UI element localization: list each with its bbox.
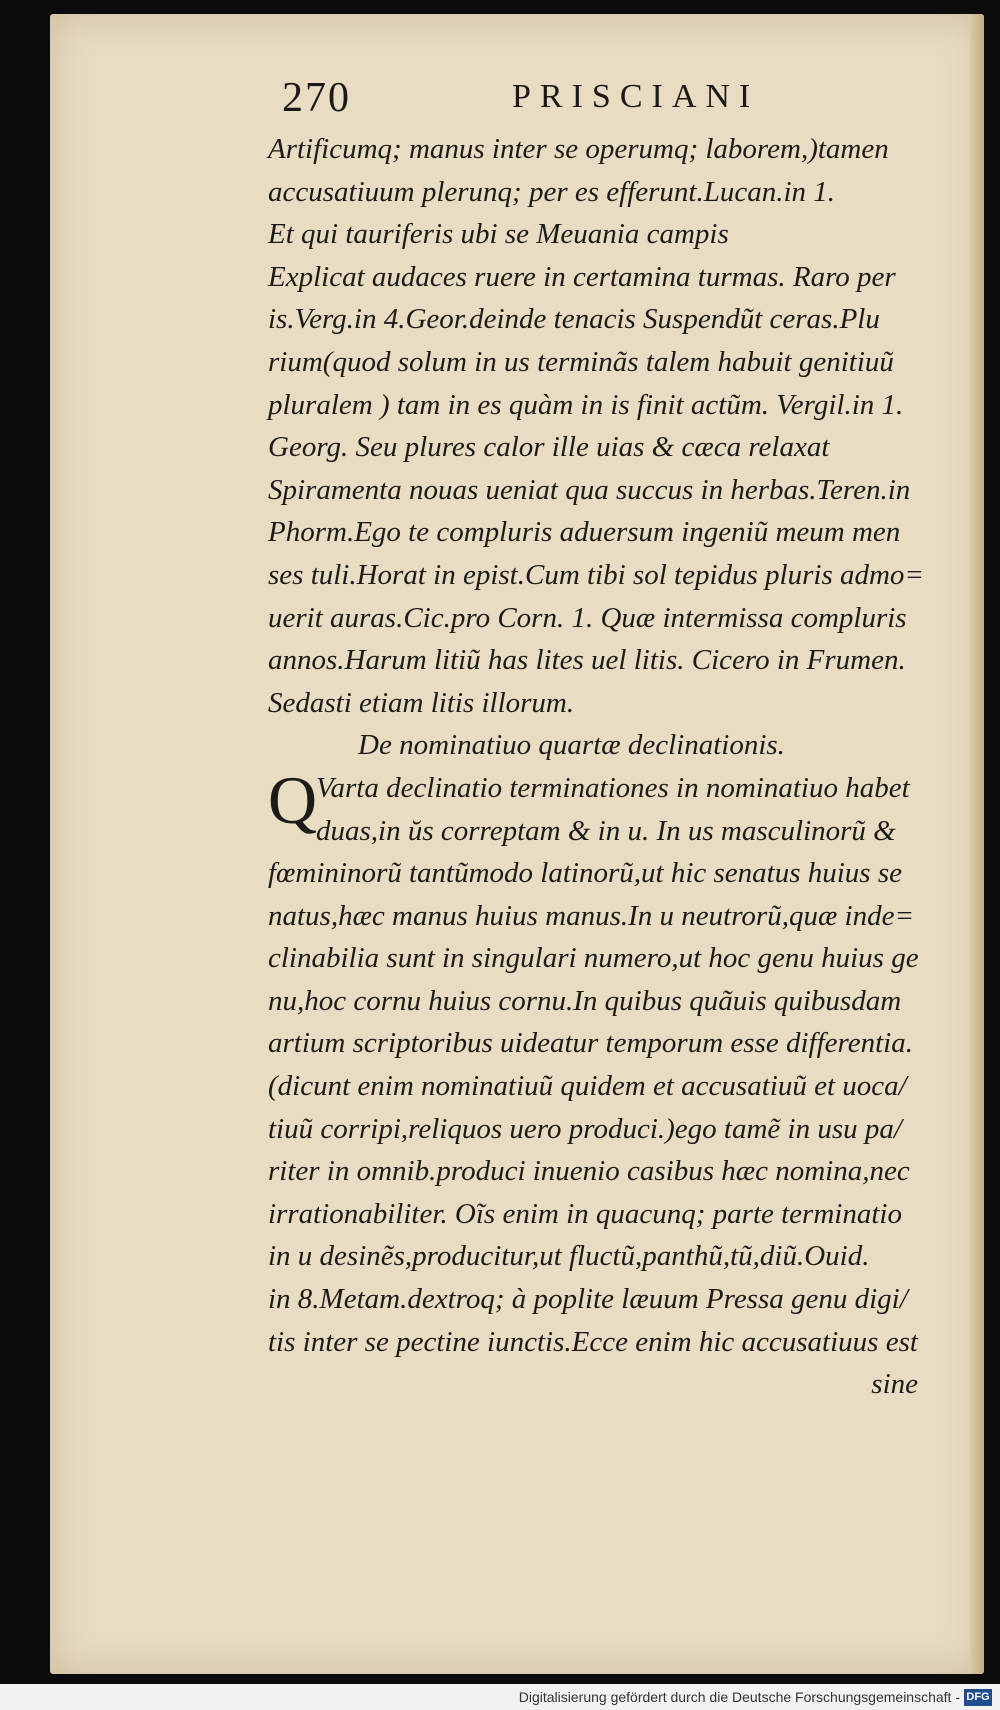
text-line: Et qui tauriferis ubi se Meuania campis: [268, 218, 729, 251]
running-head: PRISCIANI: [512, 78, 760, 115]
page-number: 270: [282, 75, 351, 121]
page-header: [282, 74, 872, 130]
text-line: tis inter se pectine iunctis.Ecce enim hic accusatiuus est: [268, 1325, 918, 1358]
text-line: in u desinẽs,producitur,ut fluctũ,panthũ,tũ,diũ.Ouid.: [268, 1240, 870, 1273]
text-line: Phorm.Ego te compluris aduersum ingeniũ meum men: [268, 516, 901, 549]
text-line: annos.Harum litiũ has lites uel litis. Cicero in Frumen.: [268, 644, 906, 677]
dfg-logo: DFG: [964, 1689, 992, 1706]
text-line: fœmininorũ tantũmodo latinorũ,ut hic senatus huius se: [268, 857, 902, 890]
text-line: pluralem ) tam in es quàm in is finit actũm. Vergil.in 1.: [268, 388, 904, 421]
text-line: Sedasti etiam litis illorum.: [268, 686, 575, 719]
text-line: is.Verg.in 4.Geor.deinde tenacis Suspendũt ceras.Plu: [268, 303, 880, 336]
text-line: artium scriptoribus uideatur temporum esse differentia.: [268, 1027, 913, 1060]
text-line: uerit auras.Cic.pro Corn. 1. Quæ intermissa compluris: [268, 601, 907, 634]
text-line: rium(quod solum in us terminãs talem habuit genitiuũ: [268, 345, 894, 378]
body-text: [268, 128, 958, 1406]
text-line: Georg. Seu plures calor ille uias & cæca relaxat: [268, 431, 830, 464]
text-line: nu,hoc cornu huius cornu.In quibus quãuis quibusdam: [268, 984, 902, 1017]
text-line: tiuũ corripi,reliquos uero produci.)ego tamẽ in usu pa/: [268, 1112, 902, 1145]
text-line: clinabilia sunt in singulari numero,ut hoc genu huius ge: [268, 942, 919, 975]
footer-credit: Digitalisierung gefördert durch die Deutsche Forschungsgemeinschaft -: [518, 1689, 960, 1705]
text-line: (dicunt enim nominatiuũ quidem et accusatiuũ et uoca/: [268, 1070, 907, 1103]
text-line: Varta declinatio terminationes in nominatiuo habet: [316, 771, 910, 804]
text-line: irrationabiliter. Oĩs enim in quacunq; parte terminatio: [268, 1197, 902, 1230]
text-line: duas,in ŭs correptam & in u. In us masculinorũ &: [316, 814, 896, 847]
drop-cap-block: [268, 761, 958, 852]
section-heading: De nominatiuo quartæ declinationis.: [358, 729, 785, 762]
text-line: natus,hæc manus huius manus.In u neutrorũ,quæ inde=: [268, 899, 915, 932]
text-line: accusatiuum plerunq; per es efferunt.Lucan.in 1.: [268, 175, 836, 208]
catchword: sine: [871, 1368, 918, 1401]
text-line: ses tuli.Horat in epist.Cum tibi sol tepidus pluris admo=: [268, 558, 924, 591]
text-line: riter in omnib.produci inuenio casibus hæc nomina,nec: [268, 1155, 910, 1188]
drop-cap: Q: [268, 761, 318, 838]
page-edge: [970, 14, 984, 1674]
text-line: Spiramenta nouas ueniat qua succus in herbas.Teren.in: [268, 473, 911, 506]
text-line: in 8.Metam.dextroq; à poplite læuum Pressa genu digi/: [268, 1283, 908, 1316]
text-line: Explicat audaces ruere in certamina turmas. Raro per: [268, 260, 896, 293]
footer-bar: [0, 1684, 1000, 1710]
text-line: Artificumq; manus inter se operumq; laborem,)tamen: [268, 133, 889, 165]
